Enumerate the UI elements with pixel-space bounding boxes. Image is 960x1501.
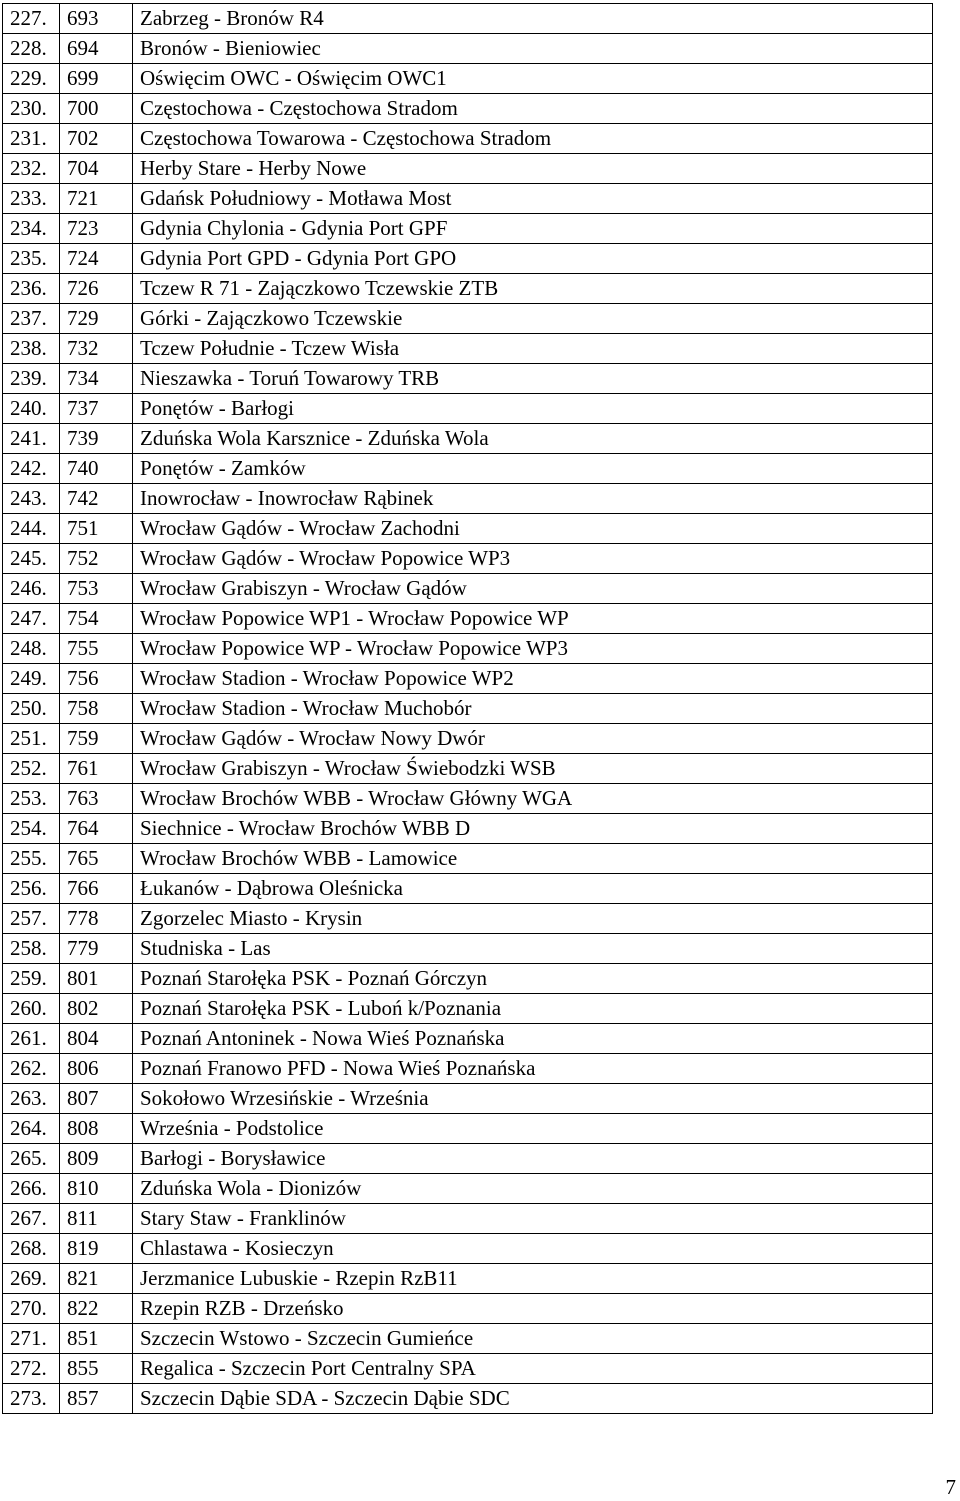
line-name: Chlastawa - Kosieczyn xyxy=(133,1234,933,1264)
table-row xyxy=(3,814,933,844)
table-row xyxy=(3,124,933,154)
line-number: 702 xyxy=(60,124,133,154)
table-row xyxy=(3,514,933,544)
row-index: 273. xyxy=(3,1384,60,1414)
line-number: 819 xyxy=(60,1234,133,1264)
table-row xyxy=(3,1024,933,1054)
table-row xyxy=(3,1324,933,1354)
line-name: Sokołowo Wrzesińskie - Września xyxy=(133,1084,933,1114)
row-index: 248. xyxy=(3,634,60,664)
row-index: 270. xyxy=(3,1294,60,1324)
line-number: 726 xyxy=(60,274,133,304)
table-row xyxy=(3,1234,933,1264)
line-number: 759 xyxy=(60,724,133,754)
table-row xyxy=(3,394,933,424)
line-number: 742 xyxy=(60,484,133,514)
table-row xyxy=(3,244,933,274)
table-row xyxy=(3,544,933,574)
line-name: Wrocław Gądów - Wrocław Zachodni xyxy=(133,514,933,544)
line-number: 751 xyxy=(60,514,133,544)
line-name: Tczew Południe - Tczew Wisła xyxy=(133,334,933,364)
line-name: Wrocław Popowice WP - Wrocław Popowice WP3 xyxy=(133,634,933,664)
line-number: 779 xyxy=(60,934,133,964)
row-index: 271. xyxy=(3,1324,60,1354)
row-index: 230. xyxy=(3,94,60,124)
row-index: 268. xyxy=(3,1234,60,1264)
line-number: 802 xyxy=(60,994,133,1024)
table-row xyxy=(3,64,933,94)
line-name: Poznań Starołęka PSK - Luboń k/Poznania xyxy=(133,994,933,1024)
table-row xyxy=(3,1174,933,1204)
line-name: Wrocław Grabiszyn - Wrocław Świebodzki WSB xyxy=(133,754,933,784)
line-number: 810 xyxy=(60,1174,133,1204)
line-name: Gdańsk Południowy - Motława Most xyxy=(133,184,933,214)
table-row xyxy=(3,484,933,514)
table-row xyxy=(3,994,933,1024)
row-index: 242. xyxy=(3,454,60,484)
row-index: 267. xyxy=(3,1204,60,1234)
line-name: Wrocław Brochów WBB - Wrocław Główny WGA xyxy=(133,784,933,814)
line-name: Tczew R 71 - Zajączkowo Tczewskie ZTB xyxy=(133,274,933,304)
row-index: 238. xyxy=(3,334,60,364)
line-name: Stary Staw - Franklinów xyxy=(133,1204,933,1234)
table-row xyxy=(3,154,933,184)
line-name: Wrocław Stadion - Wrocław Popowice WP2 xyxy=(133,664,933,694)
line-number: 851 xyxy=(60,1324,133,1354)
table-row xyxy=(3,904,933,934)
line-number: 723 xyxy=(60,214,133,244)
line-number: 806 xyxy=(60,1054,133,1084)
line-number: 756 xyxy=(60,664,133,694)
line-name: Wrocław Popowice WP1 - Wrocław Popowice WP xyxy=(133,604,933,634)
line-number: 855 xyxy=(60,1354,133,1384)
row-index: 258. xyxy=(3,934,60,964)
line-number: 732 xyxy=(60,334,133,364)
row-index: 272. xyxy=(3,1354,60,1384)
line-number: 729 xyxy=(60,304,133,334)
line-number: 857 xyxy=(60,1384,133,1414)
row-index: 264. xyxy=(3,1114,60,1144)
line-name: Wrocław Grabiszyn - Wrocław Gądów xyxy=(133,574,933,604)
row-index: 241. xyxy=(3,424,60,454)
line-number: 740 xyxy=(60,454,133,484)
row-index: 262. xyxy=(3,1054,60,1084)
line-number: 765 xyxy=(60,844,133,874)
line-number: 821 xyxy=(60,1264,133,1294)
table-row xyxy=(3,634,933,664)
table-row xyxy=(3,934,933,964)
row-index: 255. xyxy=(3,844,60,874)
table-row xyxy=(3,1384,933,1414)
row-index: 235. xyxy=(3,244,60,274)
row-index: 254. xyxy=(3,814,60,844)
line-number: 801 xyxy=(60,964,133,994)
row-index: 243. xyxy=(3,484,60,514)
line-name: Częstochowa Towarowa - Częstochowa Stradom xyxy=(133,124,933,154)
table-row xyxy=(3,784,933,814)
row-index: 233. xyxy=(3,184,60,214)
table-row xyxy=(3,874,933,904)
line-number: 804 xyxy=(60,1024,133,1054)
line-name: Gdynia Chylonia - Gdynia Port GPF xyxy=(133,214,933,244)
line-name: Zduńska Wola Karsznice - Zduńska Wola xyxy=(133,424,933,454)
table-row xyxy=(3,574,933,604)
line-name: Częstochowa - Częstochowa Stradom xyxy=(133,94,933,124)
line-number: 754 xyxy=(60,604,133,634)
table-row xyxy=(3,4,933,34)
row-index: 249. xyxy=(3,664,60,694)
table-row xyxy=(3,694,933,724)
line-number: 808 xyxy=(60,1114,133,1144)
table-row xyxy=(3,844,933,874)
table-row xyxy=(3,454,933,484)
row-index: 252. xyxy=(3,754,60,784)
line-name: Gdynia Port GPD - Gdynia Port GPO xyxy=(133,244,933,274)
line-name: Jerzmanice Lubuskie - Rzepin RzB11 xyxy=(133,1264,933,1294)
line-name: Łukanów - Dąbrowa Oleśnicka xyxy=(133,874,933,904)
line-number: 758 xyxy=(60,694,133,724)
line-name: Rzepin RZB - Drzeńsko xyxy=(133,1294,933,1324)
table-row xyxy=(3,754,933,784)
table-row xyxy=(3,214,933,244)
line-name: Górki - Zajączkowo Tczewskie xyxy=(133,304,933,334)
line-number: 764 xyxy=(60,814,133,844)
line-number: 700 xyxy=(60,94,133,124)
table-row xyxy=(3,1204,933,1234)
row-index: 257. xyxy=(3,904,60,934)
table-row xyxy=(3,1144,933,1174)
row-index: 234. xyxy=(3,214,60,244)
table-row xyxy=(3,424,933,454)
table-row xyxy=(3,334,933,364)
row-index: 256. xyxy=(3,874,60,904)
line-name: Poznań Antoninek - Nowa Wieś Poznańska xyxy=(133,1024,933,1054)
line-name: Wrocław Gądów - Wrocław Popowice WP3 xyxy=(133,544,933,574)
table-row xyxy=(3,1294,933,1324)
line-number: 778 xyxy=(60,904,133,934)
row-index: 237. xyxy=(3,304,60,334)
row-index: 261. xyxy=(3,1024,60,1054)
row-index: 228. xyxy=(3,34,60,64)
row-index: 269. xyxy=(3,1264,60,1294)
table-row xyxy=(3,304,933,334)
row-index: 263. xyxy=(3,1084,60,1114)
line-number: 807 xyxy=(60,1084,133,1114)
line-name: Herby Stare - Herby Nowe xyxy=(133,154,933,184)
line-number: 766 xyxy=(60,874,133,904)
line-number: 734 xyxy=(60,364,133,394)
line-name: Września - Podstolice xyxy=(133,1114,933,1144)
table-row xyxy=(3,364,933,394)
row-index: 231. xyxy=(3,124,60,154)
row-index: 266. xyxy=(3,1174,60,1204)
table-body xyxy=(3,4,933,1414)
row-index: 240. xyxy=(3,394,60,424)
line-name: Wrocław Gądów - Wrocław Nowy Dwór xyxy=(133,724,933,754)
table-row xyxy=(3,274,933,304)
table-row xyxy=(3,184,933,214)
line-number: 737 xyxy=(60,394,133,424)
line-number: 753 xyxy=(60,574,133,604)
row-index: 251. xyxy=(3,724,60,754)
table-row xyxy=(3,1114,933,1144)
line-number: 693 xyxy=(60,4,133,34)
line-number: 739 xyxy=(60,424,133,454)
table-row xyxy=(3,964,933,994)
row-index: 239. xyxy=(3,364,60,394)
line-number: 724 xyxy=(60,244,133,274)
table-row xyxy=(3,604,933,634)
line-name: Inowrocław - Inowrocław Rąbinek xyxy=(133,484,933,514)
table-row xyxy=(3,94,933,124)
line-number: 694 xyxy=(60,34,133,64)
row-index: 253. xyxy=(3,784,60,814)
row-index: 227. xyxy=(3,4,60,34)
line-number: 809 xyxy=(60,1144,133,1174)
row-index: 259. xyxy=(3,964,60,994)
line-name: Szczecin Dąbie SDA - Szczecin Dąbie SDC xyxy=(133,1384,933,1414)
table-row xyxy=(3,34,933,64)
line-number: 763 xyxy=(60,784,133,814)
line-number: 704 xyxy=(60,154,133,184)
line-name: Zduńska Wola - Dionizów xyxy=(133,1174,933,1204)
row-index: 244. xyxy=(3,514,60,544)
page-number: 7 xyxy=(945,1475,956,1499)
row-index: 232. xyxy=(3,154,60,184)
line-name: Ponętów - Zamków xyxy=(133,454,933,484)
row-index: 250. xyxy=(3,694,60,724)
line-number: 761 xyxy=(60,754,133,784)
line-name: Barłogi - Borysławice xyxy=(133,1144,933,1174)
line-name: Studniska - Las xyxy=(133,934,933,964)
line-name: Poznań Franowo PFD - Nowa Wieś Poznańska xyxy=(133,1054,933,1084)
row-index: 247. xyxy=(3,604,60,634)
row-index: 246. xyxy=(3,574,60,604)
line-number: 752 xyxy=(60,544,133,574)
line-name: Nieszawka - Toruń Towarowy TRB xyxy=(133,364,933,394)
line-number: 721 xyxy=(60,184,133,214)
line-name: Ponętów - Barłogi xyxy=(133,394,933,424)
table-row xyxy=(3,1264,933,1294)
line-number: 699 xyxy=(60,64,133,94)
row-index: 265. xyxy=(3,1144,60,1174)
line-name: Siechnice - Wrocław Brochów WBB D xyxy=(133,814,933,844)
table-row xyxy=(3,1354,933,1384)
table-row xyxy=(3,664,933,694)
line-name: Bronów - Bieniowiec xyxy=(133,34,933,64)
line-name: Zgorzelec Miasto - Krysin xyxy=(133,904,933,934)
row-index: 245. xyxy=(3,544,60,574)
line-number: 755 xyxy=(60,634,133,664)
line-name: Oświęcim OWC - Oświęcim OWC1 xyxy=(133,64,933,94)
table-row xyxy=(3,1054,933,1084)
line-name: Zabrzeg - Bronów R4 xyxy=(133,4,933,34)
railway-lines-table xyxy=(2,3,933,1414)
line-name: Poznań Starołęka PSK - Poznań Górczyn xyxy=(133,964,933,994)
row-index: 229. xyxy=(3,64,60,94)
line-number: 811 xyxy=(60,1204,133,1234)
line-name: Wrocław Brochów WBB - Lamowice xyxy=(133,844,933,874)
row-index: 236. xyxy=(3,274,60,304)
row-index: 260. xyxy=(3,994,60,1024)
line-name: Regalica - Szczecin Port Centralny SPA xyxy=(133,1354,933,1384)
line-number: 822 xyxy=(60,1294,133,1324)
line-name: Wrocław Stadion - Wrocław Muchobór xyxy=(133,694,933,724)
line-name: Szczecin Wstowo - Szczecin Gumieńce xyxy=(133,1324,933,1354)
table-row xyxy=(3,1084,933,1114)
table-row xyxy=(3,724,933,754)
